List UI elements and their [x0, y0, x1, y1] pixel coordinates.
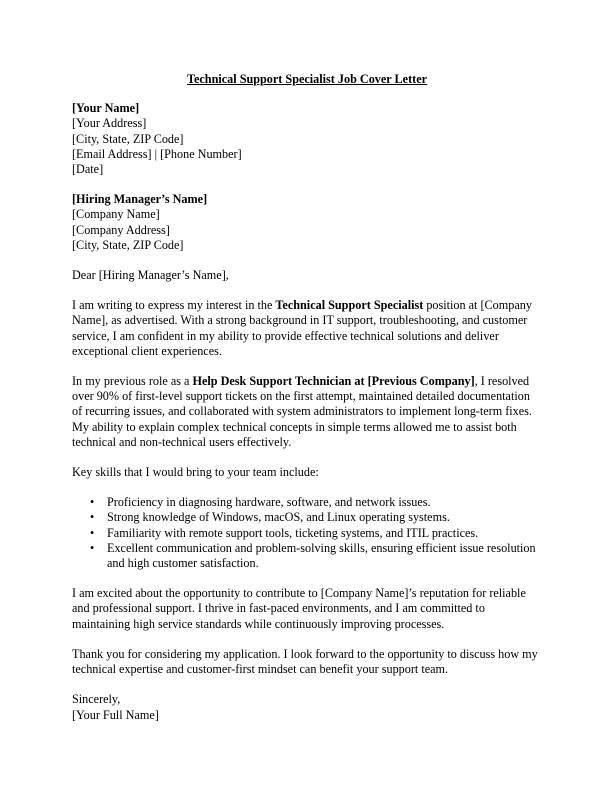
paragraph-thanks: Thank you for considering my application. I look forward to the opportunity to discuss how my technical expertise and customer-first mindset can benefit your support team.	[72, 646, 538, 677]
letter-page	[72, 72, 542, 723]
sender-city: [City, State, ZIP Code]	[72, 131, 184, 146]
paragraph-intro	[72, 298, 542, 359]
skills-intro: Key skills that I would bring to your team include:	[72, 465, 319, 480]
signature-name: [Your Full Name]	[72, 707, 159, 722]
paragraph-excitement: I am excited about the opportunity to contribute to [Company Name]’s reputation for reliable and professional support. I thrive in fast-paced environments, and I am committed to maintaining high service standards while continuously improving processes.	[72, 586, 526, 631]
paragraph-experience-text-b: , I resolved over 90% of first-level support tickets on the first attempt, maintained detailed documentation of recurring issues, and collaborated with system administrators to implement long-term fixes. My ability to explain complex technical concepts in simple terms allowed me to assist both technical and non-technical users effectively.	[72, 374, 532, 449]
sender-block	[72, 101, 542, 177]
list-item: • Excellent communication and problem-solving skills, ensuring efficient issue resolution and high customer satisfaction.	[90, 540, 536, 571]
paragraph-intro-text-a: I am writing to express my interest in the	[72, 298, 276, 313]
recipient-block	[72, 192, 542, 253]
list-item: • Familiarity with remote support tools, ticketing systems, and ITIL practices.	[90, 525, 479, 540]
sender-name: [Your Name]	[72, 101, 140, 116]
page-title: Technical Support Specialist Job Cover Letter	[186, 72, 428, 86]
list-item: • Strong knowledge of Windows, macOS, and Linux operating systems.	[90, 510, 450, 525]
sender-date: [Date]	[72, 162, 104, 177]
paragraph-experience	[72, 374, 542, 450]
sender-address: [Your Address]	[72, 116, 147, 131]
paragraph-intro-position: Technical Support Specialist	[275, 298, 424, 313]
closing: Sincerely,	[72, 692, 121, 707]
list-item: • Proficiency in diagnosing hardware, software, and network issues.	[90, 495, 431, 510]
sender-contact: [Email Address] | [Phone Number]	[72, 146, 242, 161]
bullet-icon: •	[90, 525, 95, 540]
signature-block	[72, 692, 542, 722]
bullet-icon: •	[90, 495, 95, 510]
recipient-name: [Hiring Manager’s Name]	[72, 192, 208, 207]
paragraph-experience-text-a: In my previous role as a	[72, 374, 193, 389]
paragraph-intro-text-b: position at [Company Name], as advertised. With a strong background in IT support, troubleshooting, and customer service, I am confident in my ability to provide effective technical solutions and deliver exceptional client experiences.	[72, 298, 532, 358]
skills-list	[72, 495, 542, 571]
bullet-icon: •	[90, 540, 95, 555]
salutation: Dear [Hiring Manager’s Name],	[72, 268, 229, 283]
paragraph-experience-role: Help Desk Support Technician at [Previous Company]	[192, 374, 475, 389]
recipient-city: [City, State, ZIP Code]	[72, 237, 184, 252]
bullet-icon: •	[90, 510, 95, 525]
recipient-address: [Company Address]	[72, 222, 170, 237]
recipient-company: [Company Name]	[72, 207, 160, 222]
